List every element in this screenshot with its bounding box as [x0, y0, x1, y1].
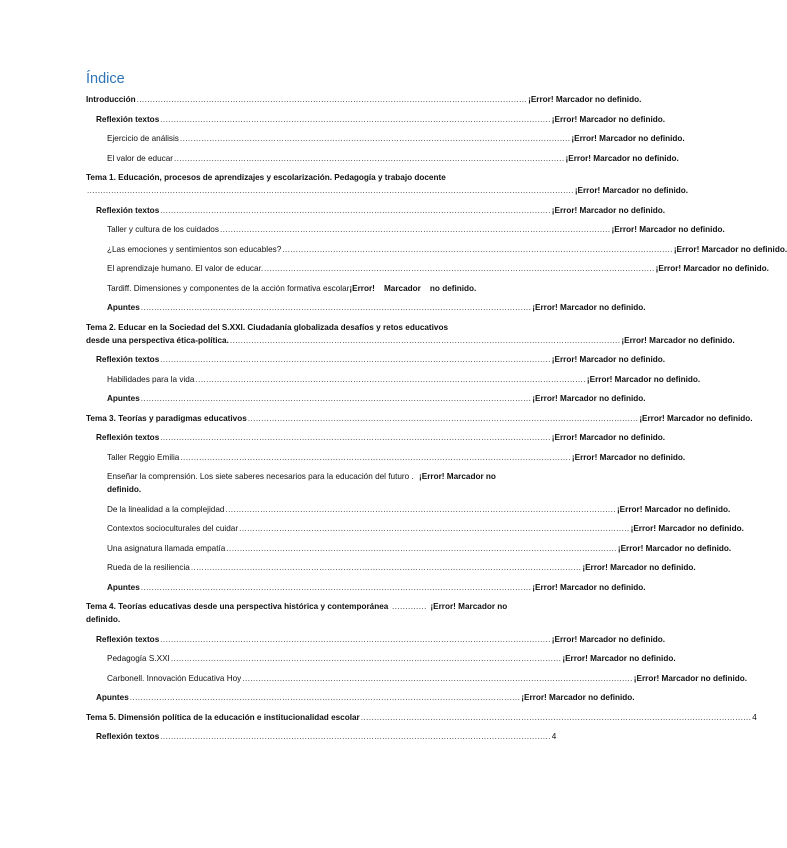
toc-entry-reflexion-textos[interactable]	[96, 431, 666, 444]
toc-entry-valor-educar[interactable]	[107, 152, 679, 165]
toc-entry-tema-3[interactable]	[86, 412, 753, 425]
toc-entry-carbonell[interactable]	[107, 672, 748, 685]
toc-entry-resiliencia[interactable]	[107, 561, 696, 574]
toc-entry-error: ¡Error! Marcador no definido.	[616, 504, 731, 514]
toc-entry-error: ¡Error! Marcador no definido.	[633, 673, 748, 683]
toc-entry-emociones[interactable]	[107, 243, 787, 256]
toc-entry-contextos[interactable]	[107, 522, 744, 535]
leader-dots: ..................................................................................................................................................	[190, 563, 582, 572]
toc-entry-error: ¡Error! Marcador no definido.	[521, 693, 635, 702]
toc-entry-error: ¡Error! Marcador no definido.	[574, 186, 689, 195]
leader-dots: ..................................................................................................................................................	[226, 543, 617, 553]
toc-entry-apuntes[interactable]	[107, 392, 646, 405]
leader-dots: ..................................................................................................................................................	[247, 413, 639, 423]
leader-dots: ..................................................................................................................................................	[180, 452, 571, 462]
leader-dots: ..................................................................................................................................................	[219, 225, 611, 234]
toc-entry-error: ¡Error! Marcador no definido.	[621, 335, 735, 345]
toc-entry-title: Apuntes	[96, 693, 129, 702]
toc-entry-error: ¡Error! Marcador no definido.	[630, 524, 744, 533]
toc-entry-title: Taller Reggio Emilia	[107, 452, 180, 462]
toc-entry-title: De la linealidad a la complejidad	[107, 504, 225, 514]
toc-entry-error: ¡Error! Marcador no definido.	[571, 452, 686, 462]
toc-entry-title: Tema 2. Educar en la Sociedad del S.XXI. Ciudadanía globalizada desafíos y retos educativos	[86, 322, 449, 332]
toc-entry-title: Rueda de la resiliencia	[107, 563, 190, 572]
toc-entry-error: ¡Error! Marcador no definido.	[655, 264, 769, 273]
toc-entry-title: Contextos socioculturales del cuidar	[107, 524, 239, 533]
toc-entry-apuntes[interactable]	[107, 581, 646, 594]
leader-dots: ..................................................................................................................................................	[140, 394, 532, 403]
toc-entry-title: Apuntes	[107, 303, 140, 312]
toc-entry-reflexion-textos[interactable]	[96, 730, 557, 743]
leader-dots: ..................................................................................................................................................	[179, 134, 571, 143]
toc-entry-title: El valor de educar	[107, 153, 173, 163]
toc-entry-tema-5[interactable]	[86, 711, 757, 724]
toc-entry-tema-2[interactable]	[86, 321, 735, 347]
toc-entry-error: ¡Error! Marcador no definido.	[551, 114, 666, 124]
leader-dots: ..................................................................................................................................................	[360, 712, 752, 722]
toc-entry-title: Tema 5. Dimensión política de la educación e institucionalidad escolar	[86, 712, 360, 722]
leader-dots: ..................................................................................................................................................	[160, 114, 551, 124]
leader-dots: ..................................................................................................................................................	[160, 205, 551, 215]
toc-entry-title: Pedagogía S.XXI	[107, 654, 170, 663]
toc-entry-error: ¡Error! Marcador no definido.	[673, 244, 787, 254]
toc-entry-page-number: 4	[752, 712, 757, 722]
toc-entry-reflexion-textos[interactable]	[96, 204, 666, 217]
toc-entry-title: Tema 4. Teorías educativas desde una perspectiva histórica y contemporánea	[86, 602, 389, 611]
toc-entry-ensenar-comprension[interactable]	[107, 470, 514, 496]
table-of-contents	[86, 93, 787, 750]
toc-entry-apuntes[interactable]	[107, 301, 646, 314]
toc-entry-title: Reflexión textos	[96, 732, 160, 741]
leader-dots: ..................................................................................................................................................	[170, 654, 562, 663]
toc-entry-error: ¡Error! Marcador no definido.	[565, 153, 679, 163]
toc-entry-error: ¡Error! Marcador no definido.	[551, 433, 666, 442]
toc-entry-title: ¿Las emociones y sentimientos son educables?	[107, 244, 282, 254]
toc-entry-linealidad[interactable]	[107, 503, 731, 516]
toc-entry-error: ¡Error! Marcador no definido.	[551, 355, 666, 364]
toc-entry-ejercicio-analisis[interactable]	[107, 132, 685, 145]
leader-dots: ..................................................................................................................................................	[160, 732, 551, 741]
toc-entry-error: ¡Error! Marcador no definido.	[532, 582, 646, 592]
toc-entry-title: El aprendizaje humano. El valor de educar.	[107, 264, 264, 273]
toc-entry-error: ¡Error! Marcador no definido.	[528, 95, 642, 104]
leader-dots: ..................................................................................................................................................	[225, 504, 616, 514]
leader-dots: ..................................................................................................................................................	[239, 524, 630, 533]
leader-dots: .............	[389, 602, 430, 611]
toc-entry-pedagogia-sxxi[interactable]	[107, 652, 676, 665]
toc-entry-tema-1[interactable]	[86, 171, 689, 197]
leader-dots: ..................................................................................................................................................	[160, 355, 551, 364]
leader-dots: ..................................................................................................................................................	[129, 693, 521, 702]
toc-entry-title-cont: desde una perspectiva ética-política.	[86, 335, 229, 345]
toc-entry-title: Apuntes	[107, 394, 140, 403]
toc-entry-title: Tema 3. Teorías y paradigmas educativos	[86, 413, 247, 423]
toc-entry-title: Reflexión textos	[96, 634, 160, 644]
toc-entry-page-number: 4	[551, 732, 557, 741]
leader-dots: ..................................................................................................................................................	[140, 582, 532, 592]
leader-dots: ..................................................................................................................................................	[195, 374, 586, 384]
toc-entry-error: ¡Error! Marcador no definido.	[571, 134, 685, 143]
leader-dots: ..................................................................................................................................................	[282, 244, 673, 254]
leader-dots: ..................................................................................................................................................	[242, 673, 633, 683]
toc-entry-introduccion[interactable]	[86, 93, 642, 106]
toc-entry-title: Taller y cultura de los cuidados	[107, 225, 219, 234]
toc-entry-error: ¡Error! Marcador no definido.	[349, 283, 477, 293]
leader-dots: ..................................................................................................................................................	[229, 335, 621, 345]
toc-entry-title: Una asignatura llamada empatía	[107, 543, 226, 553]
leader-dots: ..................................................................................................................................................	[140, 303, 532, 312]
toc-entry-error: ¡Error! Marcador no definido.	[532, 303, 646, 312]
toc-entry-title: Ejercicio de análisis	[107, 134, 179, 143]
toc-entry-aprendizaje-humano[interactable]	[107, 262, 769, 275]
leader-dots: ......................................................................................................................................................................................	[87, 186, 574, 195]
toc-entry-title: Reflexión textos	[96, 114, 160, 124]
leader-dots: ..................................................................................................................................................	[264, 264, 655, 273]
toc-entry-title: Reflexión textos	[96, 433, 160, 442]
toc-entry-error: ¡Error! Marcador no definido.	[611, 225, 725, 234]
toc-entry-title: Tema 1. Educación, procesos de aprendizajes y escolarización. Pedagogía y trabajo docente	[86, 173, 446, 182]
toc-entry-title: Introducción	[86, 95, 136, 104]
leader-dots: ..................................................................................................................................................	[160, 433, 551, 442]
toc-entry-title: Reflexión textos	[96, 355, 160, 364]
toc-entry-tema-4[interactable]	[86, 600, 514, 626]
toc-entry-title: Tardiff. Dimensiones y componentes de la acción formativa escolar	[107, 283, 350, 293]
toc-entry-reflexion-textos[interactable]	[96, 633, 666, 646]
toc-entry-reflexion-textos[interactable]	[96, 353, 666, 366]
toc-entry-error: ¡Error! Marcador no definido.	[107, 472, 496, 494]
toc-entry-title: Habilidades para la vida	[107, 374, 195, 384]
toc-entry-error: ¡Error! Marcador no definido.	[551, 634, 666, 644]
toc-entry-habilidades[interactable]	[107, 373, 701, 386]
toc-entry-error: ¡Error! Marcador no definido.	[586, 374, 701, 384]
toc-entry-reflexion-textos[interactable]	[96, 113, 666, 126]
toc-entry-error: ¡Error! Marcador no definido.	[582, 563, 696, 572]
toc-entry-error: ¡Error! Marcador no definido.	[639, 413, 753, 423]
toc-entry-error: ¡Error! Marcador no definido.	[551, 205, 666, 215]
toc-entry-error: ¡Error! Marcador no definido.	[532, 394, 646, 403]
toc-entry-apuntes[interactable]	[96, 691, 635, 704]
toc-entry-reggio-emilia[interactable]	[107, 451, 686, 464]
toc-entry-title: Enseñar la comprensión. Los siete saberes necesarios para la educación del futuro .	[107, 472, 414, 481]
toc-entry-title: Apuntes	[107, 582, 140, 592]
toc-entry-error: ¡Error! Marcador no definido.	[562, 654, 676, 663]
leader-dots: ..................................................................................................................................................	[160, 634, 551, 644]
toc-heading: Índice	[86, 71, 125, 87]
toc-entry-empatia[interactable]	[107, 542, 732, 555]
toc-entry-tardiff[interactable]	[107, 282, 514, 295]
toc-entry-title: Carbonell. Innovación Educativa Hoy	[107, 673, 242, 683]
leader-dots: ..................................................................................................................................................	[136, 95, 528, 104]
toc-entry-taller-cuidados[interactable]	[107, 223, 725, 236]
toc-entry-error: ¡Error! Marcador no definido.	[617, 543, 732, 553]
toc-entry-title: Reflexión textos	[96, 205, 160, 215]
leader-dots: ..................................................................................................................................................	[174, 153, 565, 163]
toc-entry-error: ¡Error! Marcador no definido.	[86, 602, 508, 624]
